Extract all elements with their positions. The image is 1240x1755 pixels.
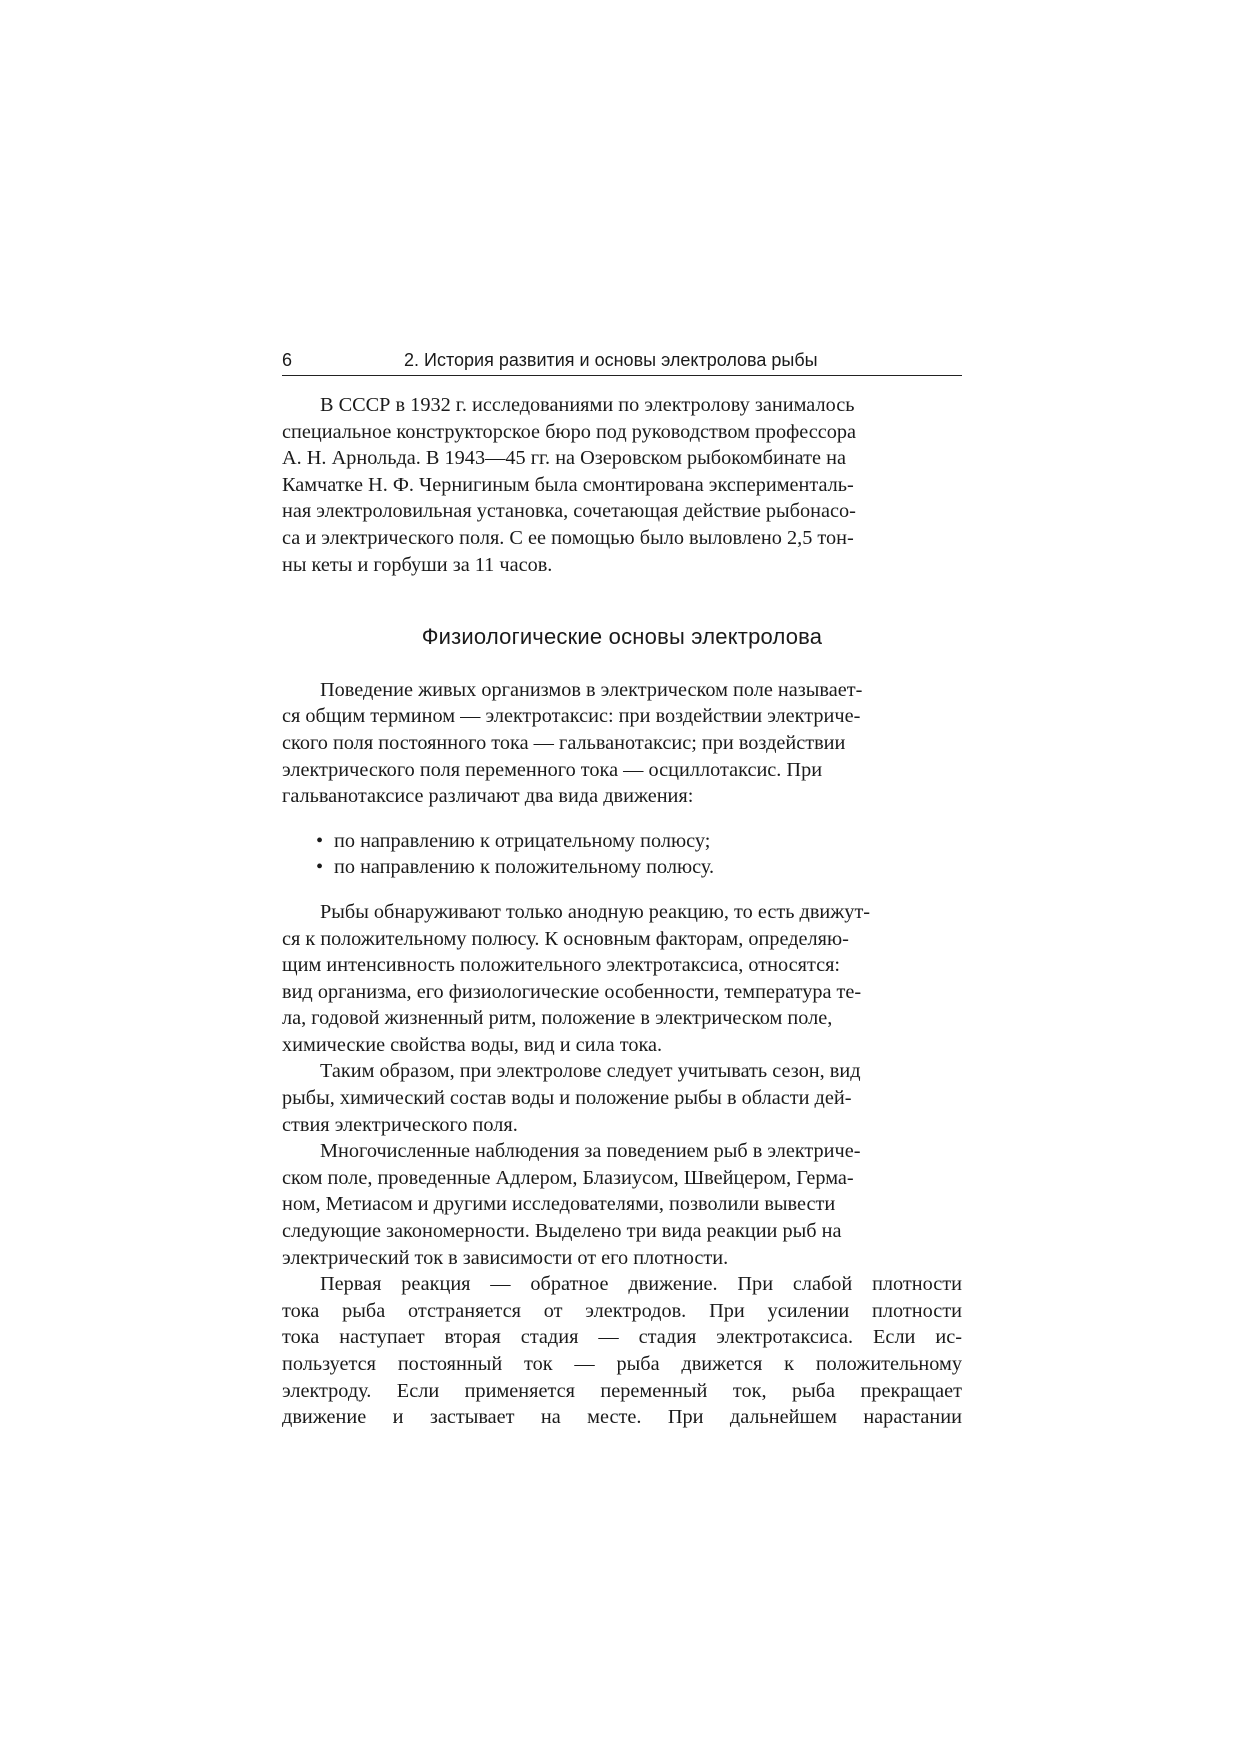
list-item xyxy=(316,854,962,881)
section-heading: Физиологические основы электролова xyxy=(421,624,823,650)
body-text xyxy=(282,392,962,1431)
running-header xyxy=(282,345,962,376)
list-item xyxy=(316,828,962,855)
paragraph-electrotaxis: Поведение живых организмов в электрическом поле называет- ся общим термином — электротаксис: при воздействии электриче- ского поля постоянного тока — гальванотаксис; при воздействии электрического поля переменного тока — осциллотаксис. При гальванотаксисе различают два вида движения: xyxy=(282,678,863,808)
paragraph-anode-reaction: Рыбы обнаруживают только анодную реакцию, то есть движут- ся к положительному полюсу. К основным факторам, определяю- щим интенсивность положительного электротаксиса, относятся: вид организма, его физиологические особенности, температура те- ла, годовой жизненный ритм, положение в электрическом поле, химические свойства воды, вид и сила тока. xyxy=(282,900,871,1056)
paragraph-first-reaction: Первая реакция — обратное движение. При слабой плотности тока рыба отстраняется от электродов. При усилении плотности тока наступает вторая стадия — стадия электротаксиса. Если ис- пользуется постоянный ток — рыба движется к положительному электроду. Если применяется переменный ток, рыба прекращает движение и застывает на месте. При дальнейшем нарастании xyxy=(282,1273,962,1429)
list-item-text: по направлению к отрицательному полюсу; xyxy=(334,829,711,852)
paragraph-observations: Многочисленные наблюдения за поведением рыб в электриче- ском поле, проведенные Адлером, Блазиусом, Швейцером, Герма- ном, Метиасом и другими исследователями, позволили вывести следующие закономерности. Выделено три вида реакции рыб на электрический ток в зависимости от его плотности. xyxy=(282,1140,861,1269)
bullet-icon: • xyxy=(316,856,324,879)
bullet-icon: • xyxy=(316,829,324,852)
page-number: 6 xyxy=(282,350,293,370)
bullet-list xyxy=(282,828,962,881)
document-page xyxy=(282,345,962,1431)
list-item-text: по направлению к положительному полюсу. xyxy=(334,856,715,879)
paragraph-conclusion: Таким образом, при электролове следует учитывать сезон, вид рыбы, химический состав воды и положение рыбы в области дей- ствия электрического поля. xyxy=(282,1060,861,1136)
paragraph-intro: В СССР в 1932 г. исследованиями по электролову занималось специальное конструкторское бюро под руководством профессора А. Н. Арнольда. В 1943—45 гг. на Озеровском рыбокомбинате на Камчатке Н. Ф. Чернигиным была смонтирована эксперименталь- ная электроловильная установка, сочетающая действие рыбонасо- са и электрического поля. С ее помощью было выловлено 2,5 тон- ны кеты и горбуши за 11 часов. xyxy=(282,394,857,576)
chapter-title: 2. История развития и основы электролова рыбы xyxy=(404,350,818,370)
